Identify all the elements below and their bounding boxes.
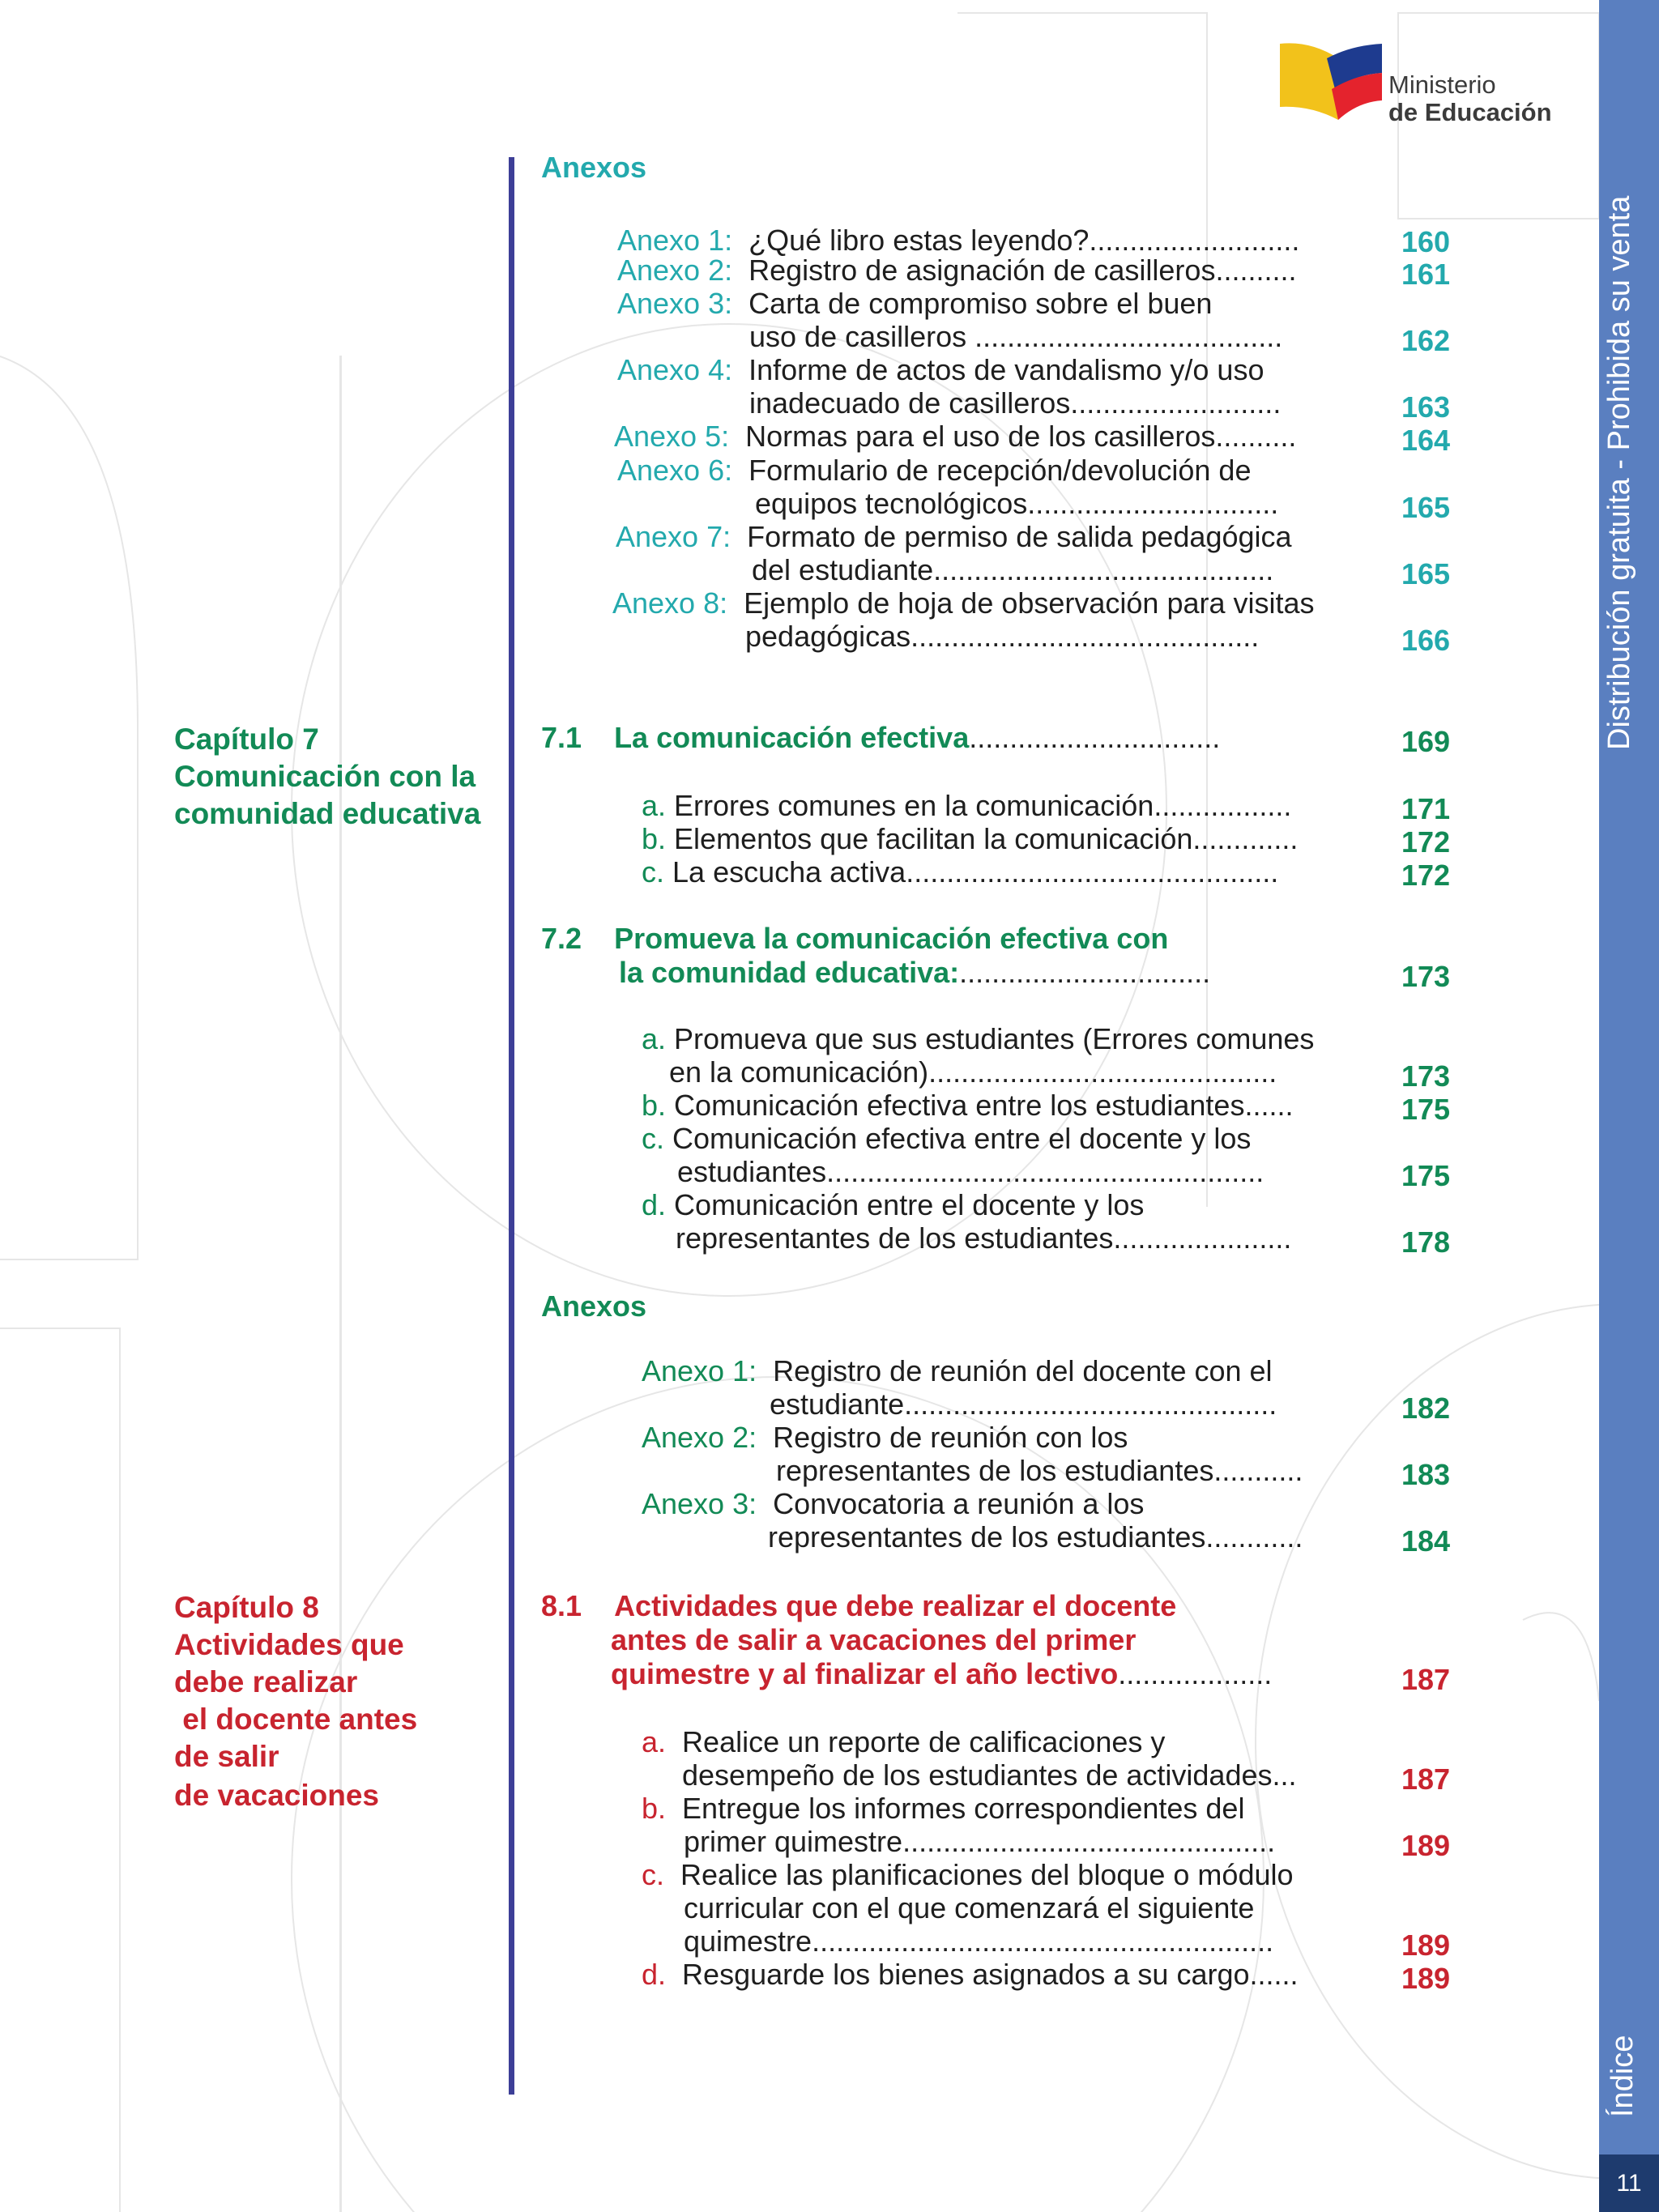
- page-number: 11: [1599, 2154, 1659, 2212]
- annex-page: 182: [1401, 1392, 1451, 1425]
- subsection-item: d. Comunicación entre el docente y los: [642, 1188, 1145, 1221]
- chapter-8-title: Capítulo 8 Actividades que debe realizar el docente antes de salir de vacaciones: [174, 1591, 418, 1812]
- subsection-item: c. Realice las planificaciones del bloque o módulo: [642, 1858, 1294, 1891]
- annex-page: 162: [1401, 324, 1451, 357]
- annex-page: 166: [1401, 624, 1451, 657]
- section-7-2: 7.2 Promueva la comunicación efectiva con la comunidad educativa:...............................: [541, 922, 1211, 989]
- subsection-page: 171: [1401, 792, 1451, 825]
- logo-text: [1388, 71, 1552, 126]
- annex-item: Anexo 7: Formato de permiso de salida pedagógica: [616, 520, 1292, 553]
- annex-item-cont: uso de casilleros ......................................: [749, 320, 1283, 353]
- sidebar-distribution-text: Distribución gratuita - Prohibida su venta: [1602, 195, 1636, 750]
- section-8-1: 8.1 Actividades que debe realizar el docente antes de salir a vacaciones del primer quimestre y al finalizar el año lectivo...................: [541, 1589, 1273, 1690]
- annex-item: Anexo 6: Formulario de recepción/devolución de: [617, 454, 1252, 487]
- annex-page: 165: [1401, 557, 1451, 590]
- annexes-heading-ch7: Anexos: [541, 1289, 647, 1323]
- subsection-page: 175: [1401, 1159, 1451, 1192]
- annexes-heading: Anexos: [541, 151, 647, 184]
- annex-item: Anexo 1: ¿Qué libro estas leyendo?..........................: [617, 224, 1300, 257]
- subsection-page: 189: [1401, 1829, 1451, 1862]
- annex-page: 164: [1401, 424, 1451, 457]
- section-page: 169: [1401, 725, 1451, 758]
- annex-page: 183: [1401, 1458, 1451, 1491]
- vertical-rule: [509, 157, 514, 2095]
- subsection-item-cont: representantes de los estudiantes......................: [676, 1221, 1292, 1255]
- subsection-page: 187: [1401, 1762, 1451, 1796]
- subsection-page: 172: [1401, 859, 1451, 892]
- subsection-page: 172: [1401, 825, 1451, 859]
- annex-item: Anexo 8: Ejemplo de hoja de observación para visitas: [612, 586, 1315, 620]
- subsection-page: 189: [1401, 1929, 1451, 1962]
- subsection-item: a. Promueva que sus estudiantes (Errores comunes: [642, 1022, 1315, 1055]
- subsection-page: 178: [1401, 1225, 1451, 1259]
- section-page: 187: [1401, 1663, 1451, 1696]
- annex-item: Anexo 3: Convocatoria a reunión a los: [642, 1487, 1145, 1520]
- annex-page: 165: [1401, 491, 1451, 524]
- annex-item-cont: representantes de los estudiantes...........: [776, 1454, 1303, 1487]
- subsection-page: 175: [1401, 1093, 1451, 1126]
- subsection-item: c. La escucha activa..............................................: [642, 855, 1279, 889]
- subsection-item-cont: estudiantes......................................................: [677, 1155, 1265, 1188]
- subsection-item: b. Elementos que facilitan la comunicación.............: [642, 822, 1299, 855]
- annex-item: Anexo 2: Registro de asignación de casilleros..........: [617, 254, 1297, 287]
- sidebar-section-text: Índice: [1606, 2035, 1640, 2117]
- subsection-item-cont: primer quimestre..............................................: [684, 1825, 1276, 1858]
- subsection-item: a. Realice un reporte de calificaciones y: [642, 1725, 1166, 1758]
- subsection-item: d. Resguarde los bienes asignados a su cargo......: [642, 1958, 1299, 1991]
- annex-page: 184: [1401, 1524, 1451, 1558]
- subsection-page: 189: [1401, 1962, 1451, 1995]
- subsection-item: b. Comunicación efectiva entre los estudiantes......: [642, 1089, 1294, 1122]
- logo-line1: Ministerio: [1388, 70, 1496, 99]
- annex-item-cont: del estudiante..........................................: [752, 553, 1274, 586]
- annex-item-cont: equipos tecnológicos...............................: [755, 487, 1279, 520]
- ministerio-logo-icon: [1278, 40, 1384, 121]
- chapter-7-title: Capítulo 7 Comunicación con la comunidad educativa: [174, 722, 481, 830]
- section-7-1: 7.1 La comunicación efectiva...............................: [541, 721, 1221, 754]
- logo-line2: de Educación: [1388, 98, 1552, 126]
- subsection-item: c. Comunicación efectiva entre el docente y los: [642, 1122, 1252, 1155]
- subsection-item-cont: quimestre.........................................................: [684, 1924, 1274, 1958]
- annex-item-cont: representantes de los estudiantes............: [768, 1520, 1303, 1554]
- annex-page: 161: [1401, 258, 1451, 291]
- annex-item: Anexo 2: Registro de reunión con los: [642, 1421, 1128, 1454]
- subsection-item: a. Errores comunes en la comunicación.................: [642, 789, 1292, 822]
- subsection-item-cont: curricular con el que comenzará el siguiente: [684, 1891, 1255, 1924]
- annex-item: Anexo 1: Registro de reunión del docente con el: [642, 1354, 1273, 1387]
- annex-item-cont: pedagógicas...........................................: [745, 620, 1260, 653]
- annex-item: Anexo 4: Informe de actos de vandalismo y/o uso: [617, 353, 1265, 386]
- annex-item: Anexo 5: Normas para el uso de los casilleros..........: [614, 420, 1297, 453]
- annex-item-cont: estudiante..............................................: [770, 1387, 1277, 1421]
- annex-item-cont: inadecuado de casilleros..........................: [749, 386, 1282, 420]
- section-page: 173: [1401, 960, 1451, 993]
- subsection-page: 173: [1401, 1059, 1451, 1093]
- subsection-item-cont: desempeño de los estudiantes de actividades...: [682, 1758, 1297, 1792]
- annex-item: Anexo 3: Carta de compromiso sobre el buen: [617, 287, 1213, 320]
- annex-page: 163: [1401, 390, 1451, 424]
- subsection-item: b. Entregue los informes correspondientes del: [642, 1792, 1245, 1825]
- subsection-item-cont: en la comunicación)...........................................: [669, 1055, 1277, 1089]
- annex-page: 160: [1401, 225, 1451, 258]
